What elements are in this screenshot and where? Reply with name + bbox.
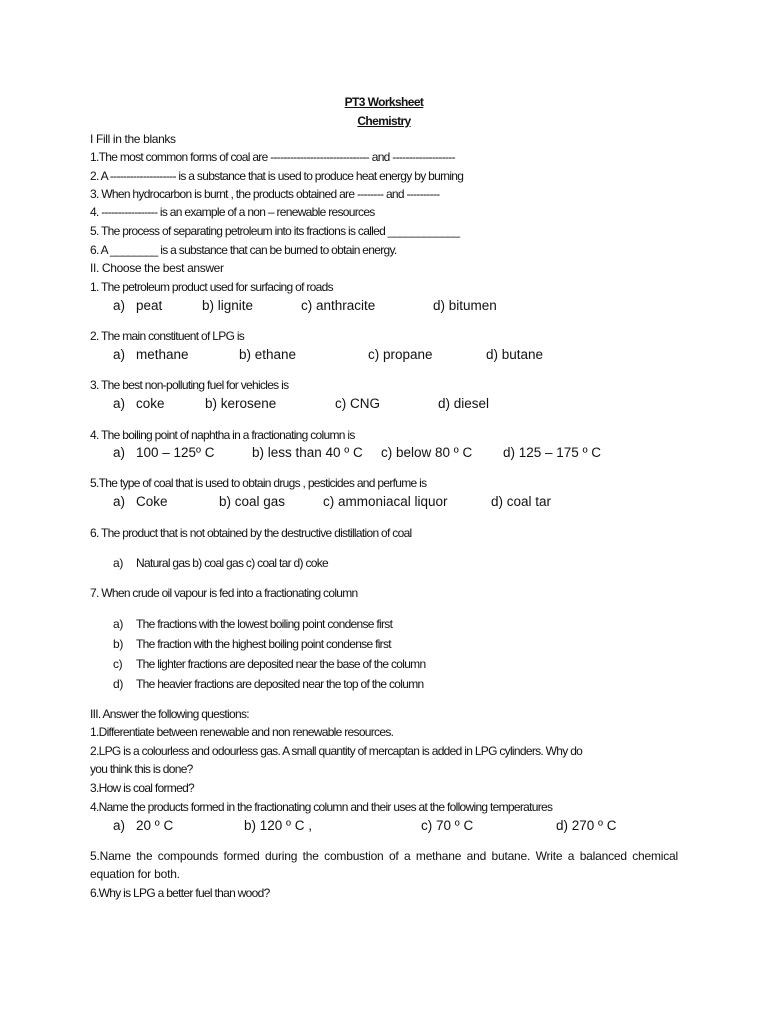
fill-blank-q4: 4. ----------------- is an example of a non – renewable resources [90,205,375,219]
answer-q2-line2: you think this is done? [90,762,193,776]
mcq-1-option-d: d) bitumen [433,298,497,313]
mcq-7-option-a-letter: a) [113,617,123,631]
section-2-heading: II. Choose the best answer [90,261,224,275]
mcq-7-option-b: The fraction with the highest boiling point condense first [136,637,391,651]
mcq-7-option-b-letter: b) [113,637,123,651]
mcq-5-option-d: d) coal tar [491,494,552,509]
mcq-5-stem: 5.The type of coal that is used to obtain drugs , pesticides and perfume is [90,476,427,490]
mcq-4-option-c: c) below 80 º C [381,445,473,460]
answer-q1: 1.Differentiate between renewable and non renewable resources. [90,725,394,739]
mcq-7-option-d-letter: d) [113,677,123,691]
page-subtitle: Chemistry [357,114,411,128]
mcq-4-option-a: 100 – 125º C [136,445,215,460]
mcq-4-stem: 4. The boiling point of naphtha in a fractionating column is [90,428,355,442]
fill-blank-q2: 2. A -------------------- is a substance that is used to produce heat energy by burning [90,169,464,183]
mcq-1-option-a-letter: a) [113,298,126,313]
fill-blank-q5: 5. The process of separating petroleum into its fractions is called ____________ [90,224,460,238]
answer-q4-option-d: d) 270 º C [556,818,617,833]
mcq-7-option-d: The heavier fractions are deposited near the top of the column [136,677,424,691]
answer-q4-stem: 4.Name the products formed in the fractionating column and their uses at the following temperatures [90,800,553,814]
answer-q5: 5.Name the compounds formed during the combustion of a methane and butane. Write a balanced chemical equation for both. [90,849,678,881]
mcq-5-option-b: b) coal gas [219,494,286,509]
answer-q3: 3.How is coal formed? [90,781,195,795]
answer-q4-option-c: c) 70 º C [421,818,474,833]
mcq-6-stem: 6. The product that is not obtained by the destructive distillation of coal [90,526,412,540]
mcq-5-option-a: Coke [136,494,168,509]
mcq-1-option-c: c) anthracite [301,298,376,313]
mcq-3-option-b: b) kerosene [205,396,277,411]
mcq-2-option-a-letter: a) [113,347,126,362]
mcq-3-option-c: c) CNG [335,396,380,411]
mcq-3-option-a: coke [136,396,165,411]
mcq-1-stem: 1. The petroleum product used for surfacing of roads [90,280,333,294]
answer-q6: 6.Why is LPG a better fuel than wood? [90,886,270,900]
answer-q2-line1: 2.LPG is a colourless and odourless gas. A small quantity of mercaptan is added in LPG cylinders. Why do [90,744,583,758]
mcq-7-option-c-letter: c) [113,657,123,671]
page-title: PT3 Worksheet [344,95,424,109]
section-1-heading: I Fill in the blanks [90,132,176,146]
fill-blank-q1: 1.The most common forms of coal are ------------------------------ and ------------------- [90,150,455,164]
mcq-3-option-d: d) diesel [438,396,490,411]
mcq-1-option-a: peat [136,298,163,313]
mcq-3-option-a-letter: a) [113,396,126,411]
answer-q4-option-b: b) 120 º C , [244,818,312,833]
mcq-7-stem: 7. When crude oil vapour is fed into a fractionating column [90,586,358,600]
answer-q4-option-a: 20 º C [136,818,174,833]
answer-q4-option-a-letter: a) [113,818,126,833]
mcq-6-option-a-letter: a) [113,556,123,570]
section-3-heading: III. Answer the following questions: [90,707,249,721]
mcq-7-option-a: The fractions with the lowest boiling point condense first [136,617,393,631]
mcq-2-option-a: methane [136,347,189,362]
mcq-5-option-a-letter: a) [113,494,126,509]
fill-blank-q3: 3. When hydrocarbon is burnt , the products obtained are -------- and ---------- [90,187,440,201]
mcq-2-option-b: b) ethane [239,347,297,362]
fill-blank-q6: 6. A ________ is a substance that can be burned to obtain energy. [90,243,397,257]
mcq-3-stem: 3. The best non-polluting fuel for vehicles is [90,378,289,392]
mcq-4-option-b: b) less than 40 º C [252,445,363,460]
mcq-5-option-c: c) ammoniacal liquor [323,494,448,509]
mcq-4-option-a-letter: a) [113,445,126,460]
mcq-2-option-c: c) propane [368,347,433,362]
mcq-7-option-c: The lighter fractions are deposited near the base of the column [136,657,426,671]
mcq-4-option-d: d) 125 – 175 º C [503,445,601,460]
mcq-2-stem: 2. The main constituent of LPG is [90,329,245,343]
mcq-2-option-d: d) butane [486,347,544,362]
mcq-1-option-b: b) lignite [202,298,254,313]
mcq-6-options: Natural gas b) coal gas c) coal tar d) coke [136,556,328,570]
